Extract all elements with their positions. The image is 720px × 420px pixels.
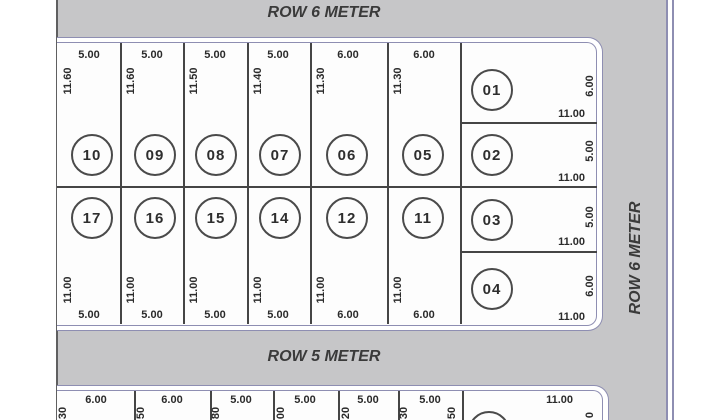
plot-circle: 17 bbox=[71, 197, 113, 239]
lot-separator bbox=[120, 43, 122, 324]
width-dimension: 11.00 bbox=[546, 394, 573, 406]
depth-dimension: 11.30 bbox=[315, 67, 327, 95]
frontage-dimension: 11.00 bbox=[558, 236, 585, 248]
frontage-dimension: 11.00 bbox=[558, 108, 585, 120]
depth-dimension: 11.00 bbox=[315, 276, 327, 304]
lot-separator bbox=[310, 43, 312, 324]
width-dimension: 5.00 bbox=[357, 394, 379, 406]
depth-dimension-partial: 80 bbox=[210, 406, 222, 420]
depth-dimension: 5.00 bbox=[584, 140, 596, 162]
road-label-bottom: ROW 5 METER bbox=[267, 348, 381, 365]
width-dimension: 5.00 bbox=[267, 309, 289, 321]
depth-dimension-partial: 20 bbox=[340, 406, 352, 420]
depth-dimension-partial: 50 bbox=[446, 406, 458, 420]
width-dimension: 5.00 bbox=[78, 49, 100, 61]
plot-circle: 07 bbox=[259, 134, 301, 176]
plot-circle: 09 bbox=[134, 134, 176, 176]
plot-circle: 04 bbox=[471, 268, 513, 310]
lot-separator bbox=[247, 43, 249, 324]
plot-circle: 15 bbox=[195, 197, 237, 239]
plot-circle: 12 bbox=[326, 197, 368, 239]
width-dimension: 5.00 bbox=[267, 49, 289, 61]
plot-circle: 10 bbox=[71, 134, 113, 176]
right-road-boundary-line bbox=[666, 0, 674, 420]
depth-dimension: 11.00 bbox=[188, 276, 200, 304]
depth-dimension: 11.30 bbox=[392, 67, 404, 95]
plot-circle: 14 bbox=[259, 197, 301, 239]
depth-dimension-partial: 30 bbox=[57, 406, 69, 420]
depth-dimension: 11.00 bbox=[252, 276, 264, 304]
depth-dimension-partial: 30 bbox=[398, 406, 410, 420]
lot-separator bbox=[183, 43, 185, 324]
depth-dimension: 6.00 bbox=[584, 275, 596, 297]
depth-dimension: 11.00 bbox=[392, 276, 404, 304]
width-dimension: 5.00 bbox=[419, 394, 441, 406]
depth-dimension: 11.60 bbox=[62, 67, 74, 95]
lot-separator bbox=[462, 391, 464, 420]
depth-dimension-partial: 50 bbox=[135, 406, 147, 420]
width-dimension: 5.00 bbox=[230, 394, 252, 406]
plot-circle: 06 bbox=[326, 134, 368, 176]
depth-dimension: 11.60 bbox=[125, 67, 137, 95]
depth-dimension-partial: 00 bbox=[275, 406, 287, 420]
width-dimension: 5.00 bbox=[141, 49, 163, 61]
frontage-dimension: 11.00 bbox=[558, 311, 585, 323]
width-dimension: 6.00 bbox=[337, 309, 359, 321]
width-dimension: 5.00 bbox=[294, 394, 316, 406]
plot-circle: 16 bbox=[134, 197, 176, 239]
lot-separator bbox=[387, 43, 389, 324]
depth-dimension-partial: 0 bbox=[584, 411, 596, 419]
depth-dimension: 6.00 bbox=[584, 75, 596, 97]
east-lot-divider bbox=[460, 251, 597, 253]
depth-dimension: 5.00 bbox=[584, 206, 596, 228]
depth-dimension: 11.00 bbox=[62, 276, 74, 304]
width-dimension: 5.00 bbox=[141, 309, 163, 321]
width-dimension: 6.00 bbox=[337, 49, 359, 61]
east-lot-divider bbox=[460, 122, 597, 124]
plot-circle: 03 bbox=[471, 199, 513, 241]
width-dimension: 5.00 bbox=[204, 309, 226, 321]
width-dimension: 6.00 bbox=[413, 309, 435, 321]
plot-circle: 02 bbox=[471, 134, 513, 176]
width-dimension: 6.00 bbox=[161, 394, 183, 406]
width-dimension: 6.00 bbox=[413, 49, 435, 61]
depth-dimension: 11.50 bbox=[188, 67, 200, 95]
width-dimension: 6.00 bbox=[85, 394, 107, 406]
road-label-right: ROW 6 METER bbox=[627, 201, 644, 315]
plot-circle: 11 bbox=[402, 197, 444, 239]
lot-separator bbox=[460, 43, 462, 324]
width-dimension: 5.00 bbox=[204, 49, 226, 61]
row-divider bbox=[57, 186, 597, 188]
depth-dimension: 11.40 bbox=[252, 67, 264, 95]
plot-circle: 05 bbox=[402, 134, 444, 176]
width-dimension: 5.00 bbox=[78, 309, 100, 321]
depth-dimension: 11.00 bbox=[125, 276, 137, 304]
frontage-dimension: 11.00 bbox=[558, 172, 585, 184]
road-label-top: ROW 6 METER bbox=[267, 4, 381, 21]
plot-circle: 01 bbox=[471, 69, 513, 111]
plot-circle: 08 bbox=[195, 134, 237, 176]
